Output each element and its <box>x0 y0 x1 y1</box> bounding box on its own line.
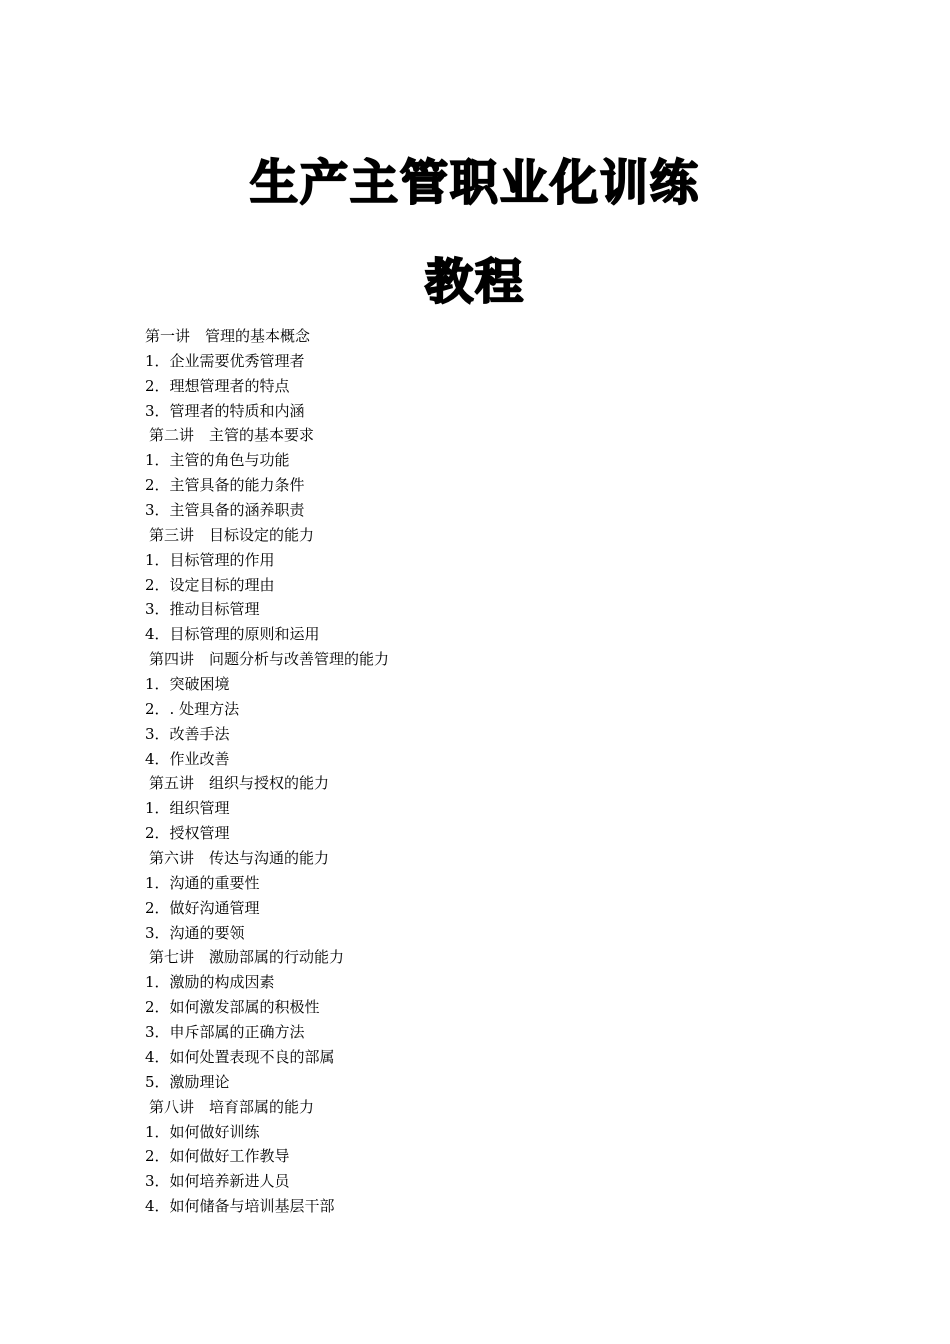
toc-list-item: 2．理想管理者的特点 <box>145 376 290 395</box>
toc-list-item: 2．. 处理方法 <box>145 699 240 718</box>
toc-lecture-heading: 第七讲 激励部属的行动能力 <box>149 948 345 967</box>
toc-list-item: 4．如何储备与培训基层干部 <box>145 1197 335 1216</box>
toc-list-item: 1．激励的构成因素 <box>145 973 275 992</box>
toc-list-item: 3．推动目标管理 <box>145 600 260 619</box>
toc-list-item: 3．沟通的要领 <box>145 923 245 942</box>
toc-lecture-heading: 第二讲 主管的基本要求 <box>149 426 315 445</box>
toc-list-item: 4．目标管理的原则和运用 <box>145 625 320 644</box>
toc-lecture-heading: 第五讲 组织与授权的能力 <box>149 774 330 793</box>
toc-lecture-heading: 第八讲 培育部属的能力 <box>149 1097 315 1116</box>
toc-list-item: 1．目标管理的作用 <box>145 550 275 569</box>
toc-list-item: 2．如何做好工作教导 <box>145 1147 290 1166</box>
toc-list-item: 2．如何激发部属的积极性 <box>145 998 320 1017</box>
toc-list-item: 1．如何做好训练 <box>145 1122 260 1141</box>
toc-list-item: 2．设定目标的理由 <box>145 575 275 594</box>
toc-list-item: 1．组织管理 <box>145 799 230 818</box>
document-title-line2: 教程 <box>424 254 525 310</box>
document-title: 生产主管职业化训练 <box>249 155 700 211</box>
toc-lecture-heading: 第四讲 问题分析与改善管理的能力 <box>149 650 390 669</box>
toc-list-item: 2．做好沟通管理 <box>145 898 260 917</box>
toc-list-item: 2．授权管理 <box>145 824 230 843</box>
toc-list-item: 3．申斥部属的正确方法 <box>145 1023 305 1042</box>
toc-lecture-heading: 第六讲 传达与沟通的能力 <box>149 849 330 868</box>
toc-lecture-heading: 第一讲 管理的基本概念 <box>145 327 311 345</box>
table-of-contents <box>145 324 845 1219</box>
toc-list-item: 3．改善手法 <box>145 724 230 743</box>
toc-list-item: 1．突破困境 <box>145 675 230 694</box>
toc-lecture-heading: 第三讲 目标设定的能力 <box>149 525 315 544</box>
toc-list-item: 4．如何处置表现不良的部属 <box>145 1047 335 1066</box>
toc-list-item: 3．主管具备的涵养职责 <box>145 501 305 520</box>
toc-list-item: 1．主管的角色与功能 <box>145 451 290 470</box>
toc-list-item: 2．主管具备的能力条件 <box>145 476 305 495</box>
toc-list-item: 4．作业改善 <box>145 749 230 768</box>
toc-list-item: 5．激励理论 <box>145 1072 230 1091</box>
toc-list-item: 3．管理者的特质和内涵 <box>145 401 305 420</box>
toc-list-item: 1．企业需要优秀管理者 <box>145 351 305 370</box>
toc-list-item: 1．沟通的重要性 <box>145 873 260 892</box>
toc-list-item: 3．如何培养新进人员 <box>145 1172 290 1191</box>
